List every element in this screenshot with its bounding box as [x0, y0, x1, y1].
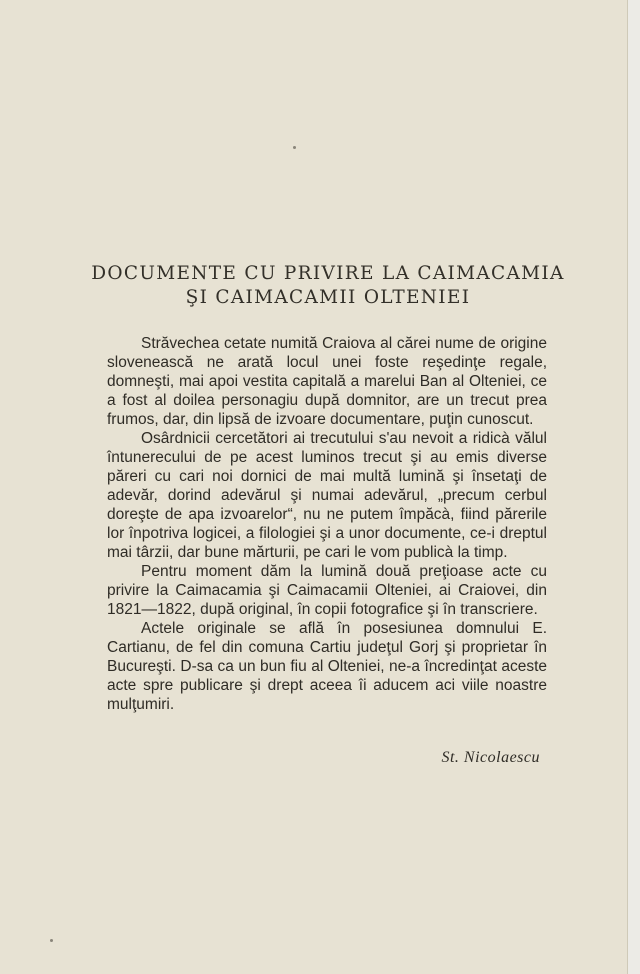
- page-edge-strip: [627, 0, 640, 974]
- document-body: [107, 334, 547, 714]
- paper-speck: [50, 939, 53, 942]
- paper-speck: [293, 146, 296, 149]
- paragraph-1: Străvechea cetate numită Craiova al cărei nume de origine slovenească ne arată locul unei foste reşedinţe regale, domneşti, mai apoi vestita capitală a marelui Ban al Olteniei, ce a fost al doilea personagiu după domnitor, are un trecut prea frumos, dar, din lipsă de izvoare documentare, puţin cunoscut.: [107, 335, 547, 428]
- title-line-2: ŞI CAIMACAMII OLTENIEI: [185, 287, 471, 308]
- title-line-1: DOCUMENTE CU PRIVIRE LA CAIMACAMIA: [91, 263, 565, 284]
- paragraph-4: Actele originale se află în posesiunea domnului E. Cartianu, de fel din comuna Cartiu judeţul Gorj şi proprietar în Bucureşti. D-sa ca un bun fiu al Olteniei, ne-a încredinţat aceste acte spre publicare şi drept aceea îi aducem aci viile noastre mulţumiri.: [107, 620, 547, 713]
- author-signature: St. Nicolaescu: [441, 749, 540, 766]
- paragraph-2: Osârdnicii cercetători ai trecutului s'au nevoit a ridicà vălul întunerecului de pe acest luminos trecut şi au emis diverse păreri cu cari noi dornici de mai multă lumină şi însetaţi de adevăr, dorind adevărul şi numai adevărul, „precum cerbul doreşte de apa izvoarelor“, nu ne putem împăcà, fiind părerile lor înpotriva logicei, a filologiei şi a unor documente, ce-i dreptul mai târzii, dar bune mărturii, pe cari le vom publicà la timp.: [107, 430, 547, 561]
- paragraph-3: Pentru moment dăm la lumină două preţioase acte cu privire la Caimacamia şi Caimacamii Olteniei, ai Craiovei, din 1821—1822, după original, în copii fotografice şi în transcriere.: [107, 563, 547, 618]
- document-title: [90, 262, 566, 310]
